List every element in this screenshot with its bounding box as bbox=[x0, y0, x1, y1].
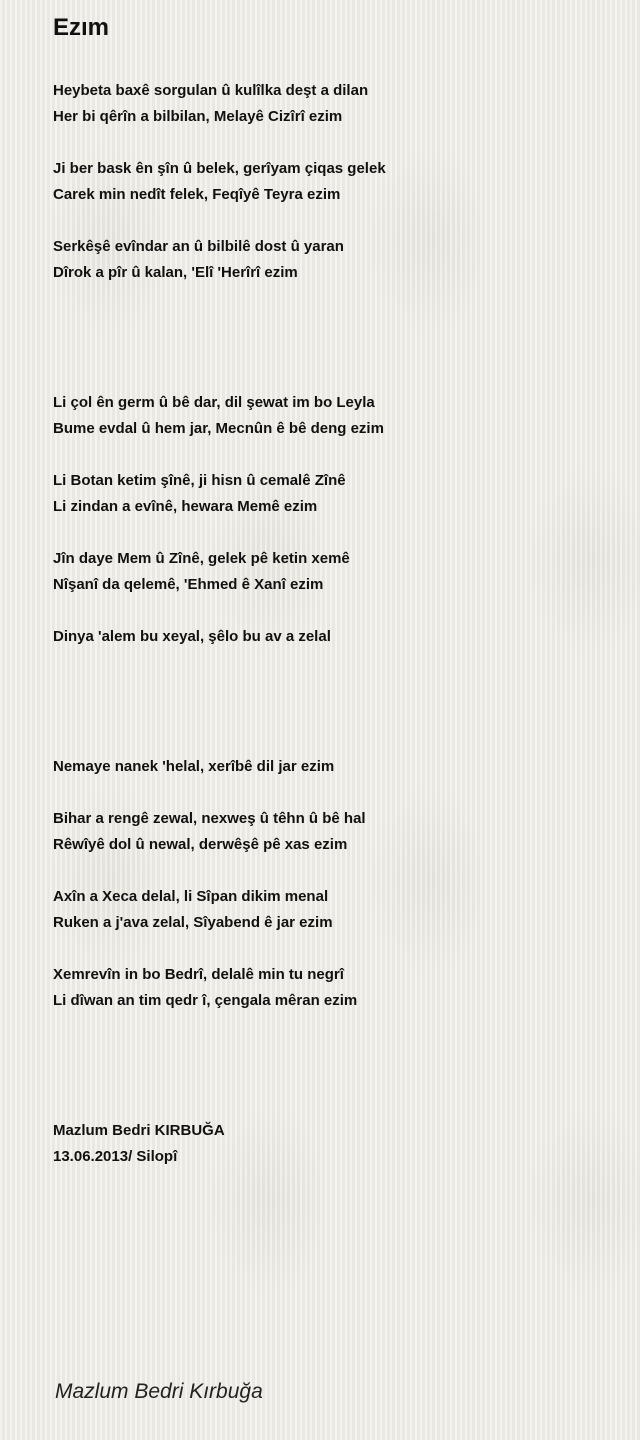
stanza-3 bbox=[53, 234, 613, 286]
stanza-4 bbox=[53, 390, 613, 442]
stanza-2 bbox=[53, 156, 613, 208]
poem-line: Jîn daye Mem û Zînê, gelek pê ketin xemê bbox=[53, 550, 350, 567]
date-place: 13.06.2013/ Silopî bbox=[53, 1148, 178, 1165]
poem-line: Her bi qêrîn a bilbilan, Melayê Cizîrî ezim bbox=[53, 108, 343, 125]
poem-line: Ruken a j'ava zelal, Sîyabend ê jar ezim bbox=[53, 914, 333, 931]
stanza-7 bbox=[53, 624, 613, 650]
stanza-9 bbox=[53, 806, 613, 858]
poem-body bbox=[53, 78, 613, 1170]
poem-line: Bume evdal û hem jar, Mecnûn ê bê deng ezim bbox=[53, 420, 384, 437]
poem-line: Li dîwan an tim qedr î, çengala mêran ezim bbox=[53, 992, 358, 1009]
poem-line: Serkêşê evîndar an û bilbilê dost û yaran bbox=[53, 238, 344, 255]
stanza-5 bbox=[53, 468, 613, 520]
poem-line: Xemrevîn in bo Bedrî, delalê min tu negrî bbox=[53, 966, 344, 983]
poem-line: Li çol ên germ û bê dar, dil şewat im bo Leyla bbox=[53, 394, 375, 411]
poem-line: Rêwîyê dol û newal, derwêşê pê xas ezim bbox=[53, 836, 348, 853]
poem-line: Li Botan ketim şînê, ji hisn û cemalê Zînê bbox=[53, 472, 346, 489]
author-name: Mazlum Bedri KIRBUĞA bbox=[53, 1122, 225, 1139]
stanza-10 bbox=[53, 884, 613, 936]
poem-line: Nîşanî da qelemê, 'Ehmed ê Xanî ezim bbox=[53, 576, 324, 593]
poem-line: Bihar a rengê zewal, nexweş û têhn û bê hal bbox=[53, 810, 366, 827]
poem-line: Dîrok a pîr û kalan, 'Elî 'Herîrî ezim bbox=[53, 264, 298, 281]
stanza-1 bbox=[53, 78, 613, 130]
poem-line: Heybeta baxê sorgulan û kulîlka deşt a dilan bbox=[53, 82, 369, 99]
author-signature: Mazlum Bedri Kırbuğa bbox=[55, 1380, 263, 1403]
poem-line: Axîn a Xeca delal, li Sîpan dikim menal bbox=[53, 888, 329, 905]
poem-line: Carek min nedît felek, Feqîyê Teyra ezim bbox=[53, 186, 341, 203]
poem-line: Dinya 'alem bu xeyal, şêlo bu av a zelal bbox=[53, 628, 331, 645]
poem-title: Ezım bbox=[53, 14, 110, 41]
poem-line: Li zindan a evînê, hewara Memê ezim bbox=[53, 498, 318, 515]
stanza-6 bbox=[53, 546, 613, 598]
poem-line: Nemaye nanek 'helal, xerîbê dil jar ezim bbox=[53, 758, 335, 775]
stanza-8 bbox=[53, 754, 613, 780]
stanza-11 bbox=[53, 962, 613, 1014]
poem-line: Ji ber bask ên şîn û belek, gerîyam çiqas gelek bbox=[53, 160, 386, 177]
